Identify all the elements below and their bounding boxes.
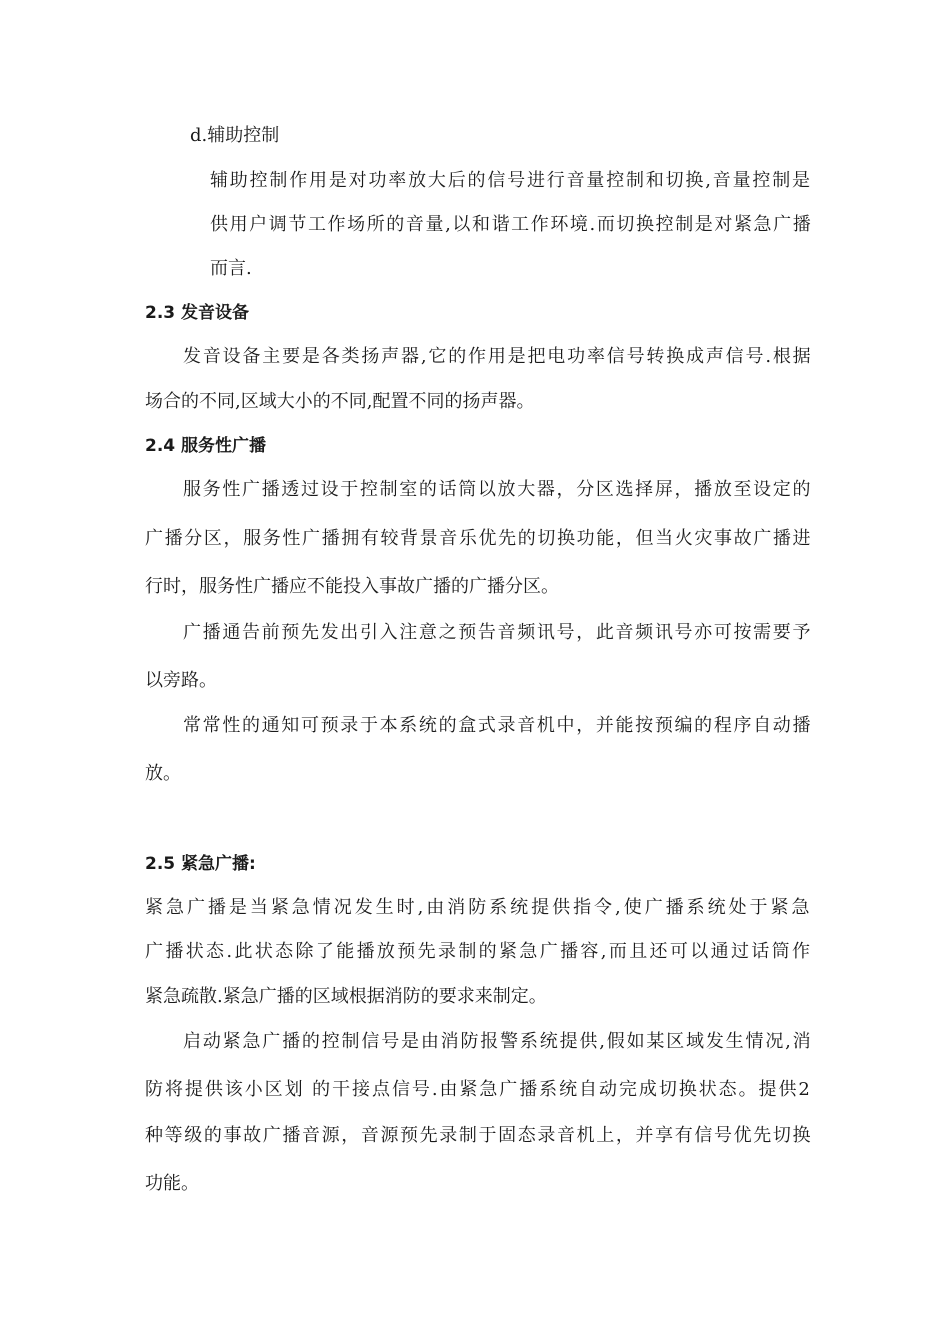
paragraph-line: 紧急疏散.紧急广播的区域根据消防的要求来制定。 <box>145 986 547 1007</box>
paragraph-line: 放。 <box>145 763 181 784</box>
paragraph-line: 服务性广播透过设于控制室的话筒以放大器，分区选择屏，播放至设定的 <box>183 479 813 500</box>
paragraph-line: 场合的不同,区域大小的不同,配置不同的扬声器。 <box>145 391 535 412</box>
paragraph-line: 功能。 <box>145 1173 199 1194</box>
paragraph-line: 种等级的事故广播音源，音源预先录制于固态录音机上，并享有信号优先切换 <box>145 1125 813 1146</box>
section-heading-2-4: 2.4 服务性广播 <box>145 436 267 456</box>
paragraph-line: 以旁路。 <box>145 670 217 691</box>
paragraph-line: 广播通告前预先发出引入注意之预告音频讯号，此音频讯号亦可按需要予 <box>183 622 813 643</box>
section-heading-2-5: 2.5 紧急广播: <box>145 854 256 874</box>
paragraph-line: 辅助控制作用是对功率放大后的信号进行音量控制和切换,音量控制是 <box>210 170 812 191</box>
section-heading-2-3: 2.3 发音设备 <box>145 303 250 323</box>
paragraph-line: 广播状态.此状态除了能播放预先录制的紧急广播容,而且还可以通过话筒作 <box>145 941 813 962</box>
paragraph-line: 启动紧急广播的控制信号是由消防报警系统提供,假如某区域发生情况,消 <box>183 1031 813 1052</box>
paragraph-line: 常常性的通知可预录于本系统的盒式录音机中，并能按预编的程序自动播 <box>183 715 813 736</box>
subsection-heading-d: d.辅助控制 <box>190 125 280 146</box>
paragraph-line: 紧急广播是当紧急情况发生时,由消防系统提供指令,使广播系统处于紧急 <box>145 897 813 918</box>
paragraph-line: 行时，服务性广播应不能投入事故广播的广播分区。 <box>145 576 559 597</box>
paragraph-line: 防将提供该小区划 的干接点信号.由紧急广播系统自动完成切换状态。提供2 <box>145 1079 812 1100</box>
paragraph-line: 供用户调节工作场所的音量,以和谐工作环境.而切换控制是对紧急广播 <box>210 214 813 235</box>
paragraph-line: 而言. <box>210 258 252 279</box>
paragraph-line: 发音设备主要是各类扬声器,它的作用是把电功率信号转换成声信号.根据 <box>183 346 813 367</box>
paragraph-line: 广播分区，服务性广播拥有较背景音乐优先的切换功能，但当火灾事故广播进 <box>145 528 813 549</box>
